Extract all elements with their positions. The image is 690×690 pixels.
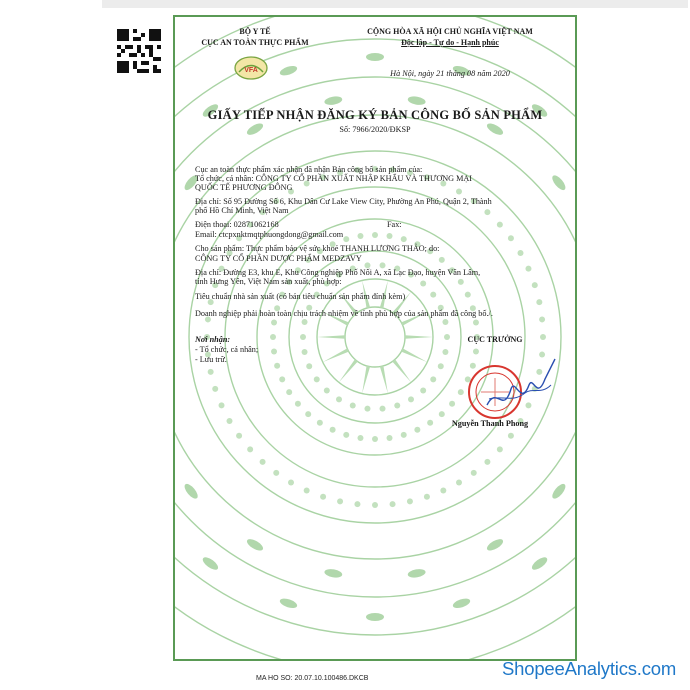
drum-ray: [339, 359, 358, 382]
drum-dot: [484, 459, 490, 465]
drum-dot: [438, 363, 444, 369]
drum-dot: [271, 349, 277, 355]
drum-dot: [236, 433, 242, 439]
drum-dot: [317, 420, 323, 426]
drum-dot: [372, 436, 378, 442]
drum-dot: [260, 459, 266, 465]
drum-dot: [536, 299, 542, 305]
drum-dot: [330, 427, 336, 433]
organization-line-2: QUỐC TẾ PHƯƠNG ĐÔNG: [195, 183, 293, 192]
drum-dot: [458, 389, 464, 395]
drum-bird-motif: [366, 613, 384, 621]
drum-dot: [471, 470, 477, 476]
drum-ray: [401, 348, 427, 362]
drum-dot: [539, 316, 545, 322]
drum-dot: [473, 349, 479, 355]
manufacturer-address-2: tỉnh Hưng Yên, Việt Nam sản xuất, phù hợp:: [195, 277, 342, 286]
drum-dot: [424, 494, 430, 500]
drum-bird-motif: [366, 53, 384, 61]
drum-dot: [343, 432, 349, 438]
country-name: CỘNG HÒA XÃ HỘI CHỦ NGHĨA VIỆT NAM: [367, 27, 533, 36]
dossier-code: MA HO SO: 20.07.10.100486.DKCB: [256, 675, 369, 682]
drum-bird-motif: [201, 555, 220, 572]
drum-dot: [484, 209, 490, 215]
organization-line-1: Tổ chức, cá nhân: CÔNG TY CỔ PHẦN XUẤT NHẬP KHẨU VÀ THƯƠNG MẠI: [195, 174, 473, 183]
drum-dot: [442, 319, 448, 325]
drum-dot: [420, 280, 426, 286]
drum-dot: [273, 470, 279, 476]
fax-line: Fax:: [387, 220, 402, 229]
drum-dot: [288, 479, 294, 485]
drum-bird-motif: [530, 555, 549, 572]
svg-text:VFA: VFA: [244, 67, 258, 74]
intro-line: Cục an toàn thực phẩm xác nhận đã nhận Bản công bố sản phẩm của:: [195, 165, 423, 174]
drum-dot: [456, 479, 462, 485]
ministry-name: BỘ Y TẾ: [239, 27, 271, 36]
drum-dot: [497, 446, 503, 452]
drum-dot: [357, 233, 363, 239]
drum-dot: [439, 411, 445, 417]
drum-dot: [517, 250, 523, 256]
drum-dot: [407, 498, 413, 504]
drum-dot: [394, 402, 400, 408]
drum-dot: [408, 396, 414, 402]
drum-dot: [387, 435, 393, 441]
drum-dot: [430, 292, 436, 298]
drum-bird-motif: [279, 64, 299, 77]
drum-dot: [279, 376, 285, 382]
drum-dot: [364, 406, 370, 412]
drum-dot: [440, 487, 446, 493]
drum-bird-motif: [452, 597, 472, 610]
product-line: Cho sản phẩm: Thực phẩm bảo vệ sức khoẻ THANH LƯƠNG THẢO; do:: [195, 244, 440, 253]
national-motto: Độc lập - Tự do - Hạnh phúc: [401, 38, 499, 47]
agency-name: CỤC AN TOÀN THỰC PHẨM: [201, 38, 309, 47]
drum-bird-motif: [279, 597, 299, 610]
drum-ray: [317, 335, 345, 339]
drum-dot: [302, 319, 308, 325]
drum-dot: [337, 498, 343, 504]
drum-dot: [324, 388, 330, 394]
drum-dot: [525, 266, 531, 272]
drum-dot: [508, 235, 514, 241]
drum-dot: [286, 389, 292, 395]
watermark-brand: ShopeeAnalytics.com: [502, 658, 677, 679]
address-line-2: phố Hồ Chí Minh, Việt Nam: [195, 206, 289, 215]
drum-bird-motif: [245, 537, 265, 553]
certificate: [173, 15, 577, 661]
drum-bird-motif: [407, 568, 426, 579]
drum-dot: [357, 435, 363, 441]
drum-dot: [473, 319, 479, 325]
email-line: Email: ctcpxnktmqtphuongdong@gmail.com: [195, 230, 344, 239]
drum-dot: [449, 401, 455, 407]
vfa-logo-icon: [233, 55, 269, 81]
drum-dot: [350, 402, 356, 408]
drum-dot: [212, 386, 218, 392]
drum-ray: [323, 348, 349, 362]
drum-dot: [458, 279, 464, 285]
drum-dot: [532, 282, 538, 288]
drum-dot: [497, 222, 503, 228]
drum-bird-motif: [550, 482, 568, 501]
signatory-title: CỤC TRƯỞNG: [467, 335, 523, 344]
qr-code-icon: [117, 29, 161, 73]
recipient-item: - Tổ chức, cá nhân;: [195, 345, 259, 354]
manufacturer-address-1: Địa chỉ: Đường E3, khu E, Khu Công nghiệp Phố Nối A, xã Lạc Đạo, huyện Văn Lâm,: [195, 268, 481, 277]
drum-bird-motif: [485, 537, 505, 553]
drum-dot: [439, 257, 445, 263]
phone-line: Điện thoại: 02871062168: [195, 220, 279, 229]
standard-line: Tiêu chuẩn nhà sản xuất (có bản tiêu chuẩn sản phẩm đính kèm): [195, 292, 406, 301]
place-date: Hà Nội, ngày 21 tháng 08 năm 2020: [390, 69, 510, 78]
drum-dot: [380, 406, 386, 412]
drum-dot: [302, 349, 308, 355]
drum-dot: [336, 396, 342, 402]
drum-dot: [354, 501, 360, 507]
drum-dot: [390, 501, 396, 507]
drum-dot: [465, 292, 471, 298]
drum-dot: [219, 402, 225, 408]
drum-dot: [295, 401, 301, 407]
drum-bird-motif: [324, 95, 343, 106]
recipients-heading: Nơi nhận:: [195, 335, 231, 344]
responsibility-line: Doanh nghiệp phải hoàn toàn chịu trách nhiệm về tính phù hợp của sản phẩm đã công bố./.: [195, 309, 493, 318]
drum-dot: [304, 487, 310, 493]
drum-dot: [270, 334, 276, 340]
drum-dot: [372, 502, 378, 508]
document-number: Số: 7966/2020/ĐKSP: [339, 125, 411, 134]
top-bar: [102, 0, 688, 8]
document-title: GIẤY TIẾP NHẬN ĐĂNG KÝ BẢN CÔNG BỐ SẢN PHẨM: [207, 108, 543, 122]
drum-bird-motif: [550, 173, 568, 192]
drum-bird-motif: [324, 568, 343, 579]
drum-dot: [420, 388, 426, 394]
drum-bird-motif: [182, 482, 200, 501]
drum-dot: [320, 494, 326, 500]
drum-dot: [306, 363, 312, 369]
drum-dot: [343, 236, 349, 242]
drum-dot: [387, 233, 393, 239]
drum-dot: [305, 411, 311, 417]
drum-dot: [372, 232, 378, 238]
address-line-1: Địa chỉ: Số 95 Đường Số 6, Khu Dân Cư Lake View City, Phường An Phú, Quận 2, Thành: [195, 197, 492, 206]
drum-dot: [274, 363, 280, 369]
drum-dot: [430, 376, 436, 382]
drum-dot: [314, 376, 320, 382]
drum-ray: [380, 366, 388, 394]
drum-dot: [401, 432, 407, 438]
agency-logo: [233, 55, 269, 81]
official-stamp-icon: [467, 355, 557, 429]
drum-dot: [456, 189, 462, 195]
drum-ray: [392, 359, 411, 382]
manufacturer-name: CÔNG TY CỔ PHẦN DƯỢC PHẨM MEDZAVY: [195, 254, 362, 263]
drum-dot: [227, 418, 233, 424]
drum-dot: [208, 369, 214, 375]
drum-dot: [271, 319, 277, 325]
drum-ray: [362, 366, 370, 394]
recipient-item: - Lưu trữ.: [195, 355, 227, 364]
drum-dot: [442, 349, 448, 355]
signatory-name: Nguyễn Thanh Phong: [451, 419, 529, 428]
drum-dot: [247, 446, 253, 452]
drum-dot: [508, 433, 514, 439]
drum-dot: [401, 236, 407, 242]
drum-dot: [300, 334, 306, 340]
drum-bird-motif: [407, 95, 426, 106]
